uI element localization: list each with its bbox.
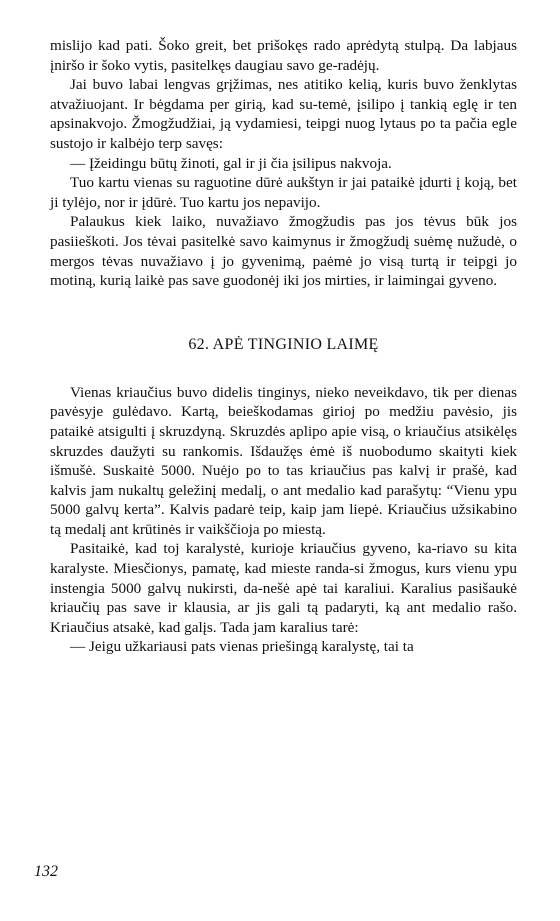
paragraph: mislijo kad pati. Šoko greit, bet prišokęs rado aprėdytą stulpą. Da labjaus įniršo ir šoko vytis, pasitelkęs daugiau savo ge-radėjų.	[50, 37, 517, 74]
paragraph: — Įžeidingu būtų žinoti, gal ir ji čia įsilipus nakvoja.	[70, 154, 392, 172]
paragraph: — Jeigu užkariausi pats vienas priešingą karalystę, tai ta	[70, 638, 414, 656]
page-body	[50, 36, 517, 657]
paragraph: Jai buvo labai lengvas grįžimas, nes atitiko kelią, kuris buvo ženklytas atvažiuojant. Ir bėgdama per girią, kad su-temė, įsilipo į tankią eglę ir ten apsinakvojo. Žmogžudžiai, ją vydamiesi, teipgi nuog lytaus po ta pačia egle sustojo ir kalbėjo terp savęs:	[50, 76, 517, 152]
paragraph: Palaukus kiek laiko, nuvažiavo žmogžudis pas jos tėvus būk jos pasiieškoti. Jos tėvai pasitelkė savo kaimynus ir žmogžudį suėmę nužudė, o mergos tėvas nuvažiavo į jo gyvenimą, paėmė jo visą turtą ir teipgi jo motiną, kurią laikė pas save guodonėj iki jos mirties, ir laimingai gyveno.	[50, 213, 517, 290]
paragraph: Pasitaikė, kad toj karalystė, kurioje kriaučius gyveno, ka-riavo su kita karalyste. Miesčionys, pamatę, kad mieste randa-si žmogus, kurs vienu ypu instengia 5000 galvų nukirsti, da-nešė apė tai karaliui. Karalius pasišaukė kriaučių pas save ir klausia, ar jis gali tą padaryti, ką ant medalio rašo. Kriaučius atsakė, kad galįs. Tada jam karalius tarė:	[50, 540, 517, 636]
paragraph: Vienas kriaučius buvo didelis tinginys, nieko neveikdavo, tik per dienas pavėsyje gulėdavo. Kartą, beieškodamas girioj po medžiu pavėsio, jis pataikė atsigulti į skruzdyną. Skruzdės aplipo apie visą, o kriaučius atsikėlęs skruzdes daužyti su rankomis. Išdaužęs ėmė iš nuobodumo skaityti kiek išmušė. Suskaitė 5000. Nuėjo po to tas kriaučius pas kalvį ir prašė, kad kalvis jam nukaltų geležinį medalį, o ant medalio kad parašytų: “Vienu ypu 5000 galvų kerta”. Kalvis padarė teip, kaip jam liepė. Kriaučius užsikabino tą medalį ant krūtinės ir vaikščioja po miestą.	[50, 383, 517, 538]
section-title: 62. APĖ TINGINIO LAIMĘ	[188, 335, 379, 353]
paragraph: Tuo kartu vienas su raguotine dūrė aukštyn ir jai pataikė įdurti į koją, bet ji tylėjo, nor ir įdūrė. Tuo kartu jos nepavijo.	[50, 174, 517, 211]
page-number: 132	[34, 863, 58, 880]
